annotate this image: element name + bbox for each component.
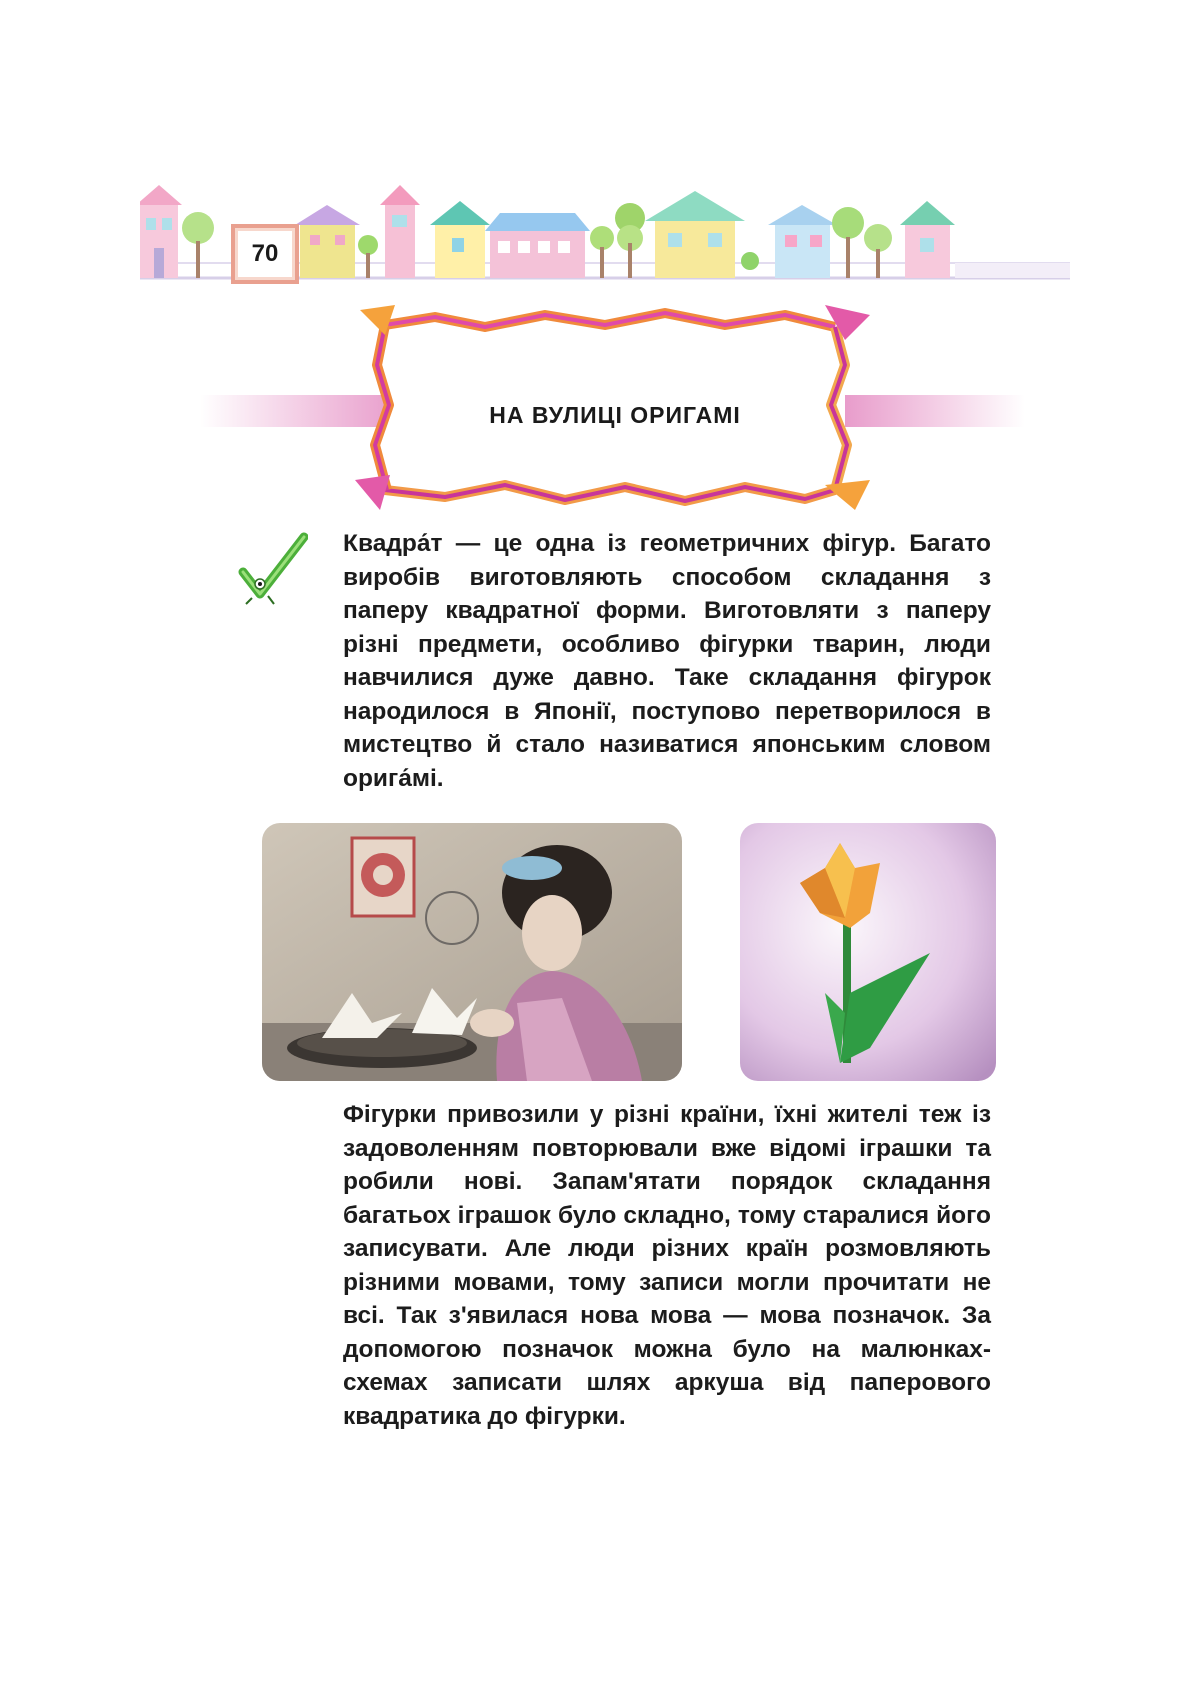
term-origami: орига́мі [343,764,437,792]
term-square: Квадра́т [343,530,443,557]
page-title: НА ВУЛИЦІ ОРИГАМІ [489,402,741,428]
paragraph-end: . [436,764,444,792]
vintage-photo-image [262,823,682,1081]
page-number: 70 [231,224,299,284]
origami-tulip-image [740,823,996,1081]
history-paragraph: Фігурки привозили у різні країни, їхні жителі теж із задоволенням повторювали вже відомі іграшки та робили нові. Запам'ятати порядок складання багатьох іграшок було складно, тому старалися його записувати. Але люди різних країн розмовляють різними мовами, тому записи могли прочитати не всі. Так з'явилася нова мова — мова позначок. За допомогою позначок можна було на малюнках-схемах записати шлях аркуша від паперового квадратика до фігурки. [343,1101,991,1430]
intro-paragraph [343,527,991,795]
paragraph-text: — це одна із геометричних фігур. Багато виробів виготовляють способом складання з паперу квадратної форми. Виготовляти з паперу різні предмети, особливо фігурки тварин, люди навчилися дуже давно. Таке складання фігурок народилося в Японії, поступово перетворилося в мистецтво й стало називатися японським словом [343,530,991,758]
grasshopper-check-icon [238,532,308,606]
